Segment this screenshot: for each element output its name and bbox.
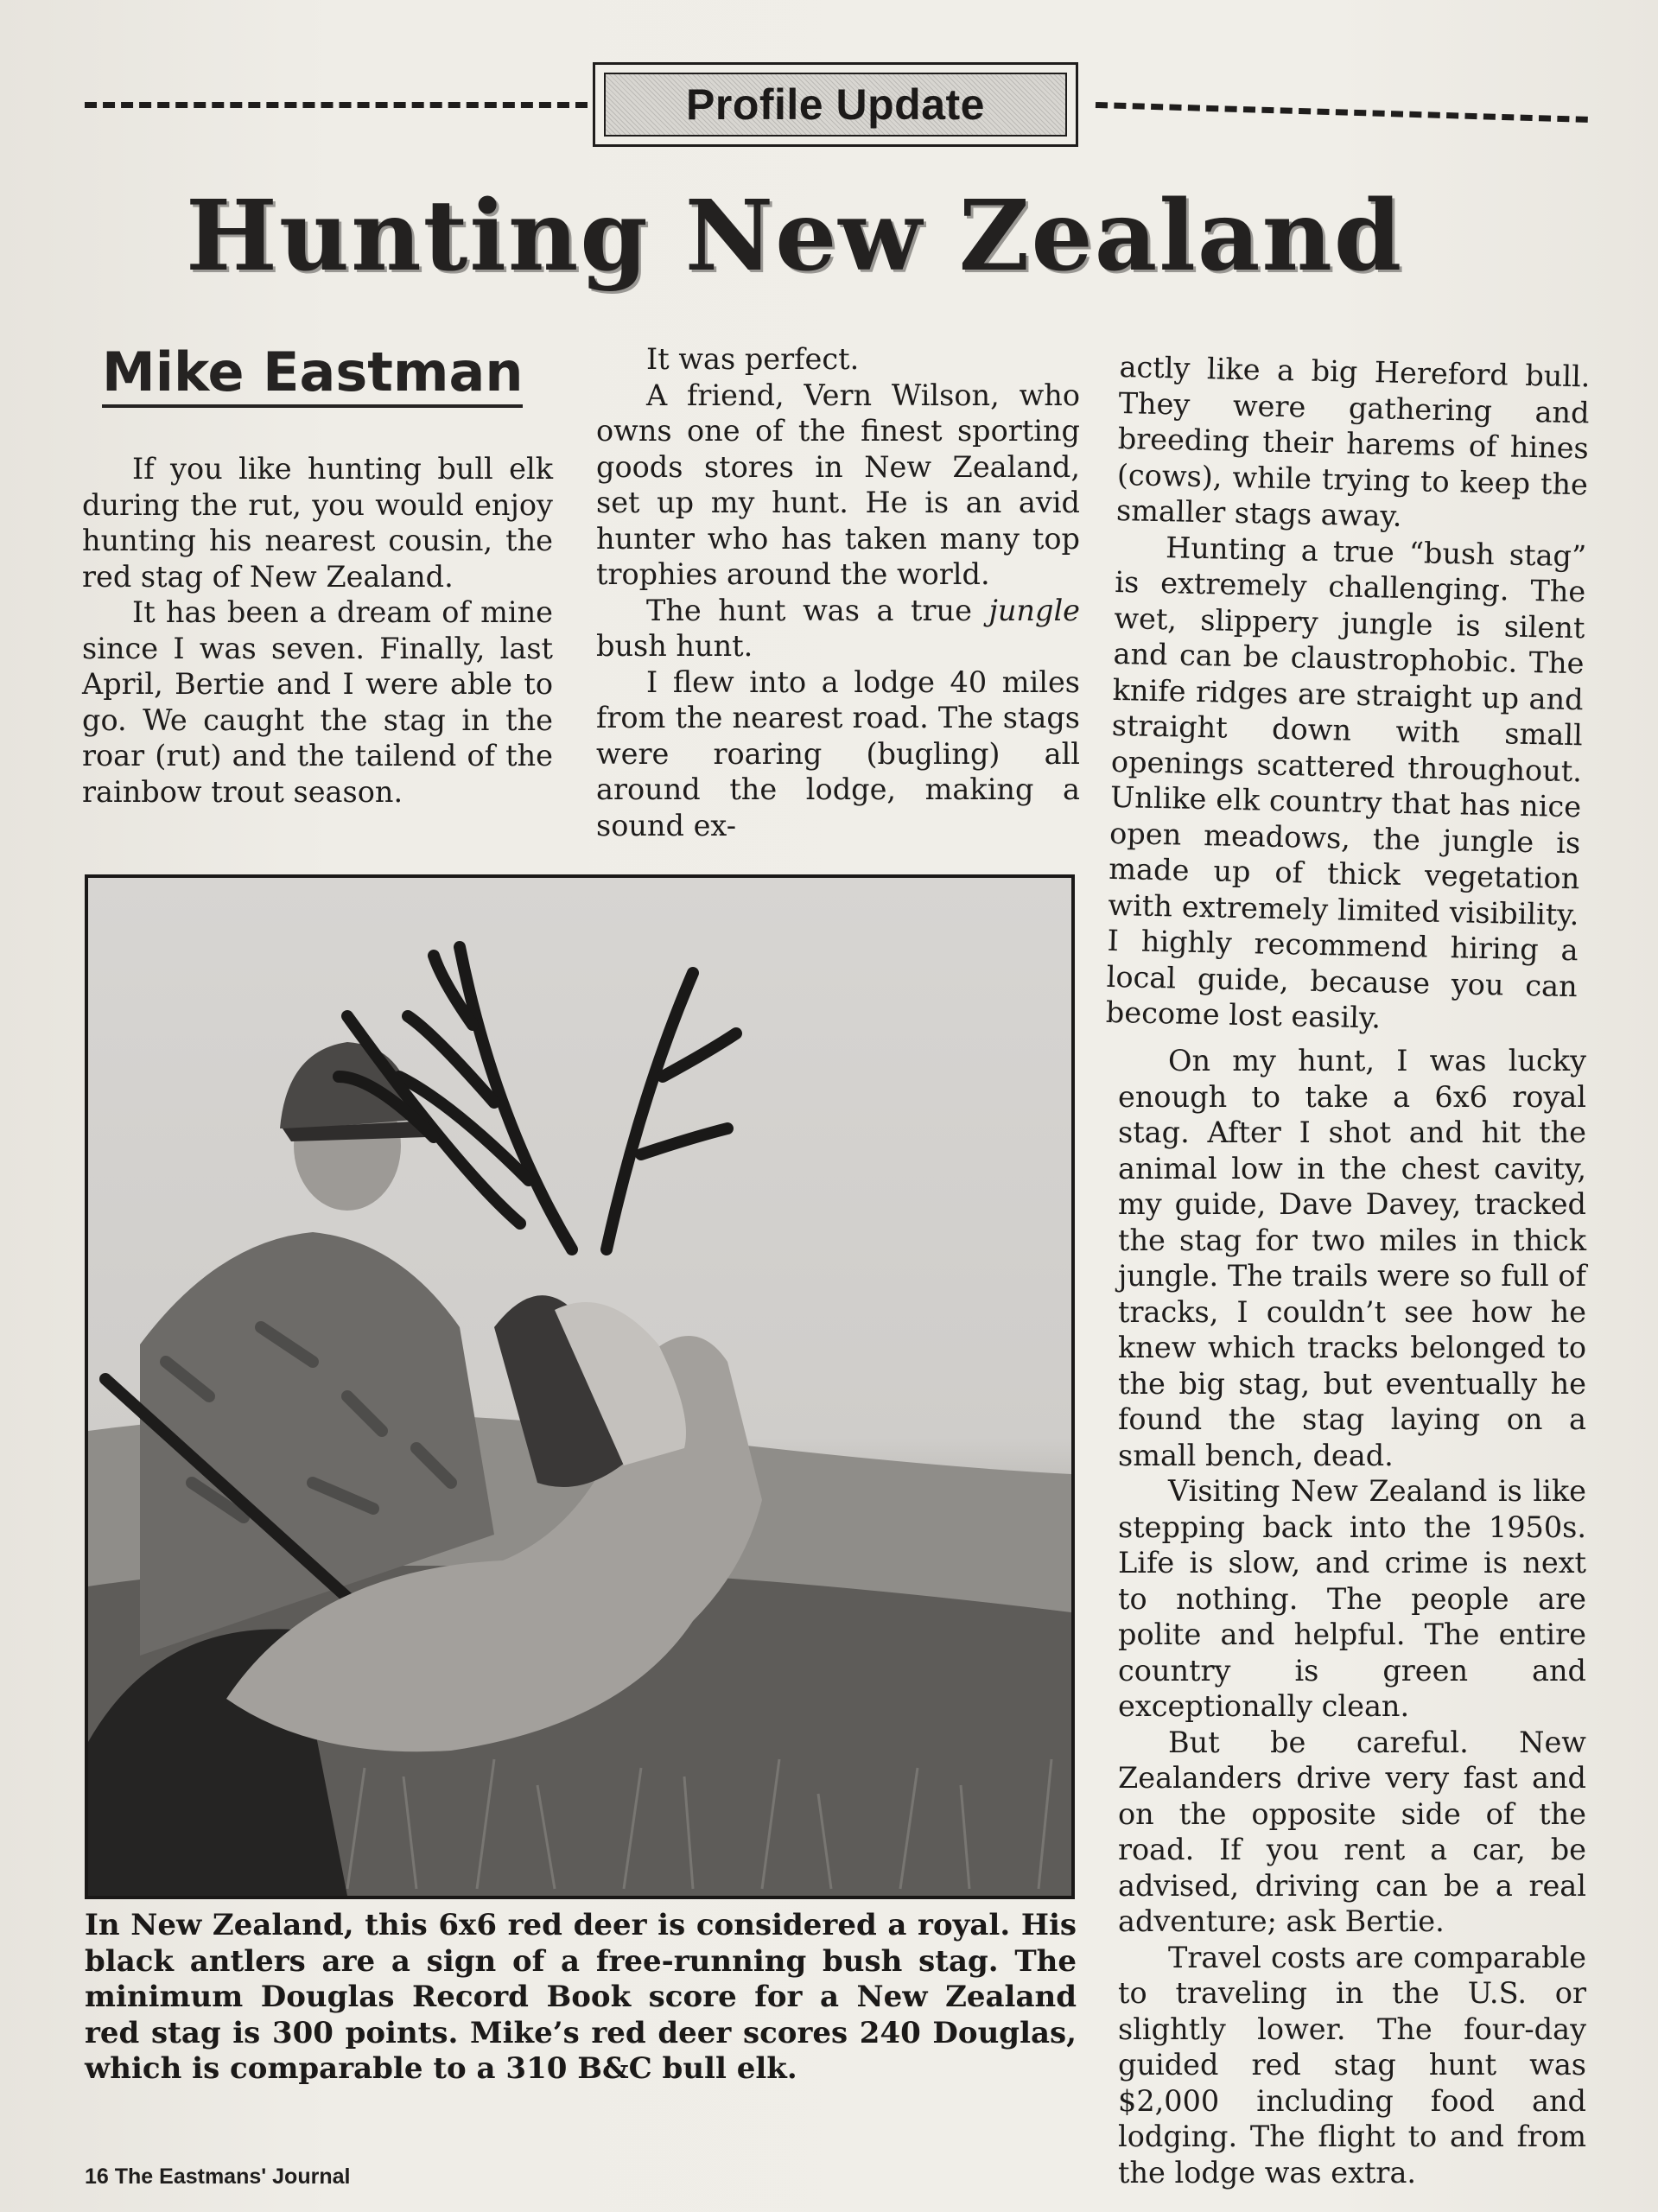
paragraph-text: The hunt was a true — [646, 593, 989, 627]
paragraph: Visiting New Zealand is like stepping back into the 1950s. Life is slow, and crime is next to nothing. The people are polite and helpful. The entire country is green and exceptionally clean. — [1118, 1474, 1586, 1723]
paragraph: A friend, Vern Wilson, who owns one of the finest sporting goods stores in New Zealand, set up my hunt. He is an avid hunter who has taken many top trophies around the world. — [596, 378, 1080, 591]
photo-illustration — [88, 878, 1071, 1896]
emphasis-text: jungle — [988, 593, 1080, 627]
stag-antlers — [339, 947, 736, 1249]
article-title: Hunting New Zealand — [186, 180, 1404, 293]
section-label: Profile Update — [686, 80, 985, 129]
article-byline: Mike Eastman — [102, 346, 523, 408]
photo-caption: In New Zealand, this 6x6 red deer is considered a royal. His black antlers are a sign of a free-running bush stag. The minimum Douglas Record Book score for a New Zealand red stag is 300 points. Mike’s red deer scores 240 Douglas, which is comparable to a 310 B&C bull elk. — [85, 1908, 1077, 2086]
page-footer: 16 The Eastmans' Journal — [85, 2164, 351, 2189]
paragraph: Travel costs are comparable to traveling in the U.S. or slightly lower. The four-day guided red stag hunt was $2,000 including food and lodging. The flight to and from the lodge was extra. — [1118, 1940, 1586, 2190]
paragraph: I flew into a lodge 40 miles from the nearest road. The stags were roaring (bugling) all around the lodge, making a sound ex- — [596, 664, 1080, 842]
paragraph-text: It was perfect. — [646, 342, 860, 376]
article-column-1 — [82, 451, 553, 810]
section-banner-inner — [604, 73, 1067, 137]
article-column-2 — [596, 341, 1080, 843]
paragraph — [596, 593, 1080, 664]
paragraph: It has been a dream of mine since I was seven. Finally, last April, Bertie and I were able to go. We caught the stag in the roar (rut) and the tailend of the rainbow trout season. — [82, 595, 553, 809]
hunter-stag-photo — [85, 874, 1075, 1899]
header-rule-left — [85, 102, 588, 108]
paragraph: But be careful. New Zealanders drive very fast and on the opposite side of the road. If you rent a car, be advised, driving can be a real adventure; ask Bertie. — [1118, 1725, 1586, 1938]
paragraph — [596, 341, 1080, 378]
paragraph: Hunting a true “bush stag” is extremely challenging. The wet, slippery jungle is silent and can be claustrophobic. The knife ridges are straight up and straight down with small openings scattered throughout. Unlike elk country that has nice open meadows, the jungle is made up of thick vegetation with extremely limited visibility. I highly recommend hiring a local guide, because you can become lost easily. — [1105, 530, 1587, 1035]
paragraph: actly like a big Hereford bull. They were gathering and breeding their harems of hines (cows), while trying to keep the smaller stags away. — [1115, 349, 1591, 533]
paragraph: On my hunt, I was lucky enough to take a 6x6 royal stag. After I shot and hit the animal low in the chest cavity, my guide, Dave Davey, tracked the stag for two miles in thick jungle. The trails were so full of tracks, I couldn’t see how he knew which tracks belonged to the big stag, but eventually he found the stag laying on a small bench, dead. — [1118, 1044, 1586, 1472]
section-banner — [593, 62, 1078, 147]
paragraph-text: bush hunt. — [596, 629, 753, 663]
article-column-3-top — [1105, 349, 1590, 1040]
header-rule-right — [1096, 102, 1588, 123]
article-column-3-bottom — [1118, 1043, 1586, 2190]
paragraph: If you like hunting bull elk during the rut, you would enjoy hunting his nearest cousin, the red stag of New Zealand. — [82, 452, 553, 594]
